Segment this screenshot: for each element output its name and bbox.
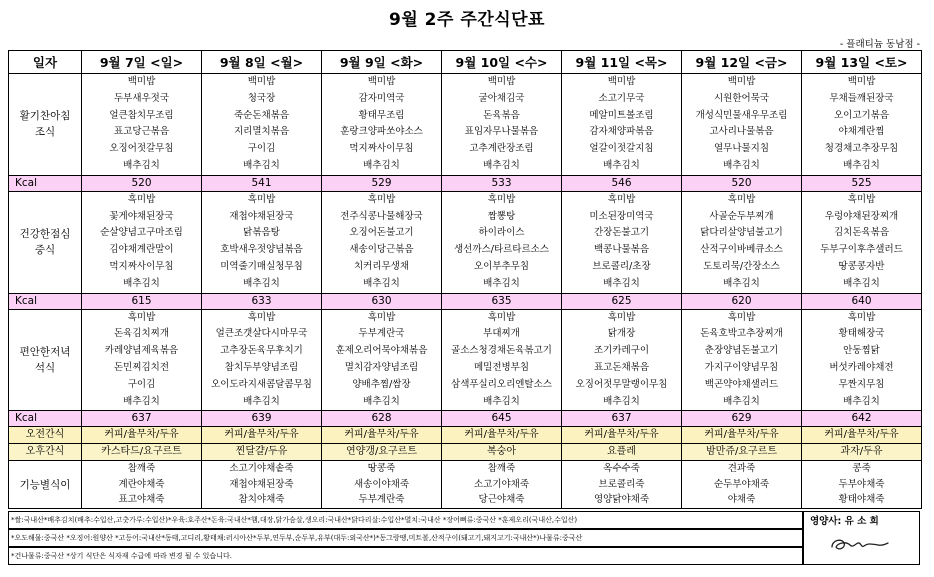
meal-label-line: 건강한점심 xyxy=(19,228,71,241)
menu-item: 구이김 xyxy=(247,143,276,155)
meal-label-line: 중식 xyxy=(34,244,56,257)
menu-item: 삼색푸실리오리엔탈소스 xyxy=(451,378,552,390)
menu-item: 미역줄기매실청무침 xyxy=(220,260,303,272)
porridge-cell xyxy=(442,461,562,509)
menu-item: 브로콜리/초장 xyxy=(592,260,651,272)
menu-cell xyxy=(682,191,802,293)
kcal-value: 546 xyxy=(562,175,682,191)
weekly-menu-table xyxy=(8,50,922,509)
kcal-value: 635 xyxy=(442,293,562,309)
menu-item: 배추김치 xyxy=(843,277,880,289)
menu-item: 야채계란찜 xyxy=(838,126,885,138)
menu-item: 가지구이양념무침 xyxy=(704,361,779,373)
kcal-value: 642 xyxy=(802,411,922,427)
header-row xyxy=(9,51,922,74)
kcal-value: 520 xyxy=(682,175,802,191)
kcal-value: 625 xyxy=(562,293,682,309)
store-name: - 플래티늄 동남점 - xyxy=(839,39,920,50)
menu-item: 표고당근볶음 xyxy=(113,126,170,138)
menu-cell xyxy=(442,74,562,176)
snack-value: 커피/율무차/두유 xyxy=(562,427,682,444)
menu-cell xyxy=(562,191,682,293)
menu-cell xyxy=(82,191,202,293)
porridge-cell xyxy=(322,461,442,509)
meal-label-line: 편안한저녁 xyxy=(19,345,71,358)
porridge-item: 계란야채죽 xyxy=(118,478,165,490)
menu-cell xyxy=(322,74,442,176)
menu-item: 지리멸치볶음 xyxy=(233,126,290,138)
menu-item: 흑미밥 xyxy=(247,311,276,323)
menu-item: 백미밥 xyxy=(727,76,756,87)
menu-item: 황태해장국 xyxy=(838,328,885,340)
menu-change-note: *건나물류:중국산 *상기 식단은 식자재 수급에 따라 변경 될 수 있습니다. xyxy=(8,547,803,565)
menu-item: 배추김치 xyxy=(603,395,640,407)
menu-item: 얼큰참치무조림 xyxy=(109,109,174,121)
menu-item: 배추김치 xyxy=(243,159,280,171)
menu-item: 순살양념고구마조림 xyxy=(100,227,183,239)
menu-item: 간장돈불고기 xyxy=(593,227,650,239)
menu-item: 고추장돈육무후치기 xyxy=(220,345,303,357)
menu-item: 흑미밥 xyxy=(247,193,276,205)
menu-item: 돈민찌김치전 xyxy=(113,361,170,373)
porridge-item: 순두부야채죽 xyxy=(713,478,770,490)
menu-item: 백미밥 xyxy=(127,76,156,87)
meal-label-line: 활기찬아침 xyxy=(19,110,71,123)
menu-item: 재첩야채된장국 xyxy=(229,210,294,222)
porridge-item: 황태야채죽 xyxy=(838,494,885,506)
porridge-cell xyxy=(682,461,802,509)
day-header: 9월 13일 <토> xyxy=(802,51,922,74)
menu-cell xyxy=(442,309,562,411)
kcal-row xyxy=(9,411,922,427)
menu-item: 죽순돈채볶음 xyxy=(233,109,290,121)
day-header: 9월 11일 <목> xyxy=(562,51,682,74)
menu-item: 흑미밥 xyxy=(847,311,876,323)
porridge-item: 땅콩죽 xyxy=(367,463,396,475)
menu-item: 흑미밥 xyxy=(607,193,636,205)
menu-item: 흑미밥 xyxy=(607,311,636,323)
snack-row xyxy=(9,427,922,444)
menu-item: 돈육김치찌개 xyxy=(113,328,170,340)
kcal-label: Kcal xyxy=(9,175,82,191)
kcal-value: 615 xyxy=(82,293,202,309)
snack-value: 커피/율무차/두유 xyxy=(682,427,802,444)
menu-item: 배추김치 xyxy=(363,159,400,171)
meal-label xyxy=(9,309,82,411)
menu-item: 땅콩콩자반 xyxy=(838,260,885,272)
menu-item: 시원한어묵국 xyxy=(713,92,770,104)
kcal-value: 525 xyxy=(802,175,922,191)
menu-cell xyxy=(682,74,802,176)
snack-value: 연양갱/요구르트 xyxy=(322,444,442,461)
kcal-label: Kcal xyxy=(9,293,82,309)
menu-item: 감자채양파볶음 xyxy=(589,126,654,138)
meal-row xyxy=(9,74,922,176)
meal-label xyxy=(9,191,82,293)
menu-item: 하이라이스 xyxy=(478,227,525,239)
menu-item: 배추김치 xyxy=(603,277,640,289)
kcal-value: 533 xyxy=(442,175,562,191)
menu-item: 배추김치 xyxy=(723,395,760,407)
kcal-value: 633 xyxy=(202,293,322,309)
porridge-item: 옥수수죽 xyxy=(603,463,640,475)
menu-cell xyxy=(202,191,322,293)
menu-item: 메알미트볼조림 xyxy=(589,109,654,121)
menu-item: 개성식민물새우무조림 xyxy=(695,109,788,121)
porridge-cell xyxy=(562,461,682,509)
menu-item: 배추김치 xyxy=(723,277,760,289)
menu-item: 먹지짜사이무침 xyxy=(349,143,414,155)
menu-item: 배추김치 xyxy=(603,159,640,171)
menu-item: 돈육호박고추장찌개 xyxy=(700,328,783,340)
menu-cell xyxy=(202,74,322,176)
nutritionist-name: 영양사: 유 소 희 xyxy=(810,516,879,527)
menu-item: 배추김치 xyxy=(723,159,760,171)
meal-label-line: 조식 xyxy=(34,126,56,139)
menu-item: 카레양념제육볶음 xyxy=(104,345,179,357)
menu-item: 흑미밥 xyxy=(367,311,396,323)
menu-item: 버섯카레야채전 xyxy=(829,361,894,373)
menu-item: 청경채고추장무침 xyxy=(824,143,899,155)
menu-item: 표임자무나물볶음 xyxy=(464,126,539,138)
porridge-cell xyxy=(202,461,322,509)
menu-item: 백곤약야채샐러드 xyxy=(704,378,779,390)
menu-item: 메밀전병부침 xyxy=(473,361,530,373)
meal-row xyxy=(9,309,922,411)
menu-item: 백미밥 xyxy=(607,76,636,87)
menu-item: 닭다리살양념불고기 xyxy=(700,227,783,239)
menu-item: 미소된장미역국 xyxy=(589,210,654,222)
porridge-item: 영양닭야채죽 xyxy=(593,494,650,506)
kcal-value: 529 xyxy=(322,175,442,191)
snack-value: 찐달걀/두유 xyxy=(202,444,322,461)
menu-item: 도토리묵/간장소스 xyxy=(703,260,780,272)
menu-item: 소고기무국 xyxy=(598,92,645,104)
menu-item: 무채들깨된장국 xyxy=(829,92,894,104)
kcal-value: 628 xyxy=(322,411,442,427)
day-header: 9월 9일 <화> xyxy=(322,51,442,74)
menu-item: 조기카레구이 xyxy=(593,345,650,357)
menu-item: 배추김치 xyxy=(123,159,160,171)
menu-item: 우렁야채된장찌개 xyxy=(824,210,899,222)
meal-label-line: 석식 xyxy=(34,361,56,374)
menu-item: 감자미역국 xyxy=(358,92,405,104)
menu-item: 표고돈채볶음 xyxy=(593,361,650,373)
menu-item: 두부구이후추샐러드 xyxy=(820,244,903,256)
menu-cell xyxy=(562,74,682,176)
menu-item: 꽃게야채된장국 xyxy=(109,210,174,222)
menu-item: 배추김치 xyxy=(243,277,280,289)
menu-cell xyxy=(202,309,322,411)
snack-value: 밤만쥬/요구르트 xyxy=(682,444,802,461)
snack-value: 커피/율무차/두유 xyxy=(202,427,322,444)
porridge-item: 콩죽 xyxy=(852,463,871,475)
porridge-item: 참치야채죽 xyxy=(238,494,285,506)
porridge-item: 새송이야채죽 xyxy=(353,478,410,490)
porridge-item: 두부야채죽 xyxy=(838,478,885,490)
porridge-item: 참깨죽 xyxy=(487,463,516,475)
porridge-item: 당근야채죽 xyxy=(478,494,525,506)
menu-item: 김야채계란말이 xyxy=(109,244,174,256)
menu-cell xyxy=(802,74,922,176)
menu-item: 얼큰조갯살다시마무국 xyxy=(215,328,308,340)
snack-row xyxy=(9,444,922,461)
menu-item: 배추김치 xyxy=(483,277,520,289)
menu-item: 고사리나물볶음 xyxy=(709,126,774,138)
kcal-value: 620 xyxy=(682,293,802,309)
menu-item: 참치두부양념조림 xyxy=(224,361,299,373)
menu-item: 생선까스/타르타르소스 xyxy=(454,244,549,256)
menu-item: 무짠지무침 xyxy=(838,378,885,390)
menu-item: 양배추찜/쌈장 xyxy=(352,378,411,390)
menu-item: 배추김치 xyxy=(843,395,880,407)
porridge-item: 소고기야채죽 xyxy=(473,478,530,490)
menu-item: 짬뽕탕 xyxy=(487,210,516,222)
menu-item: 배추김치 xyxy=(843,159,880,171)
menu-item: 굴아채김국 xyxy=(478,92,525,104)
menu-item: 청국장 xyxy=(247,92,276,104)
menu-item: 얼갈이젓갈지침 xyxy=(589,143,654,155)
kcal-value: 629 xyxy=(682,411,802,427)
menu-item: 배추김치 xyxy=(363,395,400,407)
kcal-value: 637 xyxy=(82,411,202,427)
page-title: 9월 2주 주간식단표 xyxy=(389,10,545,30)
menu-item: 배추김치 xyxy=(123,277,160,289)
kcal-value: 639 xyxy=(202,411,322,427)
menu-item: 부대찌개 xyxy=(483,328,520,340)
menu-item: 흑미밥 xyxy=(847,193,876,205)
menu-item: 닭개장 xyxy=(607,328,636,340)
kcal-value: 640 xyxy=(802,293,922,309)
menu-cell xyxy=(82,74,202,176)
menu-item: 산적구이바베큐소스 xyxy=(700,244,783,256)
menu-item: 춘장양념돈불고기 xyxy=(704,345,779,357)
menu-item: 오징어젓무말랭이무침 xyxy=(575,378,668,390)
menu-item: 배추김치 xyxy=(363,277,400,289)
menu-item: 백미밥 xyxy=(247,76,276,87)
menu-item: 치커리무생채 xyxy=(353,260,410,272)
menu-item: 흑미밥 xyxy=(367,193,396,205)
meal-row xyxy=(9,191,922,293)
snack-value: 커피/율무차/두유 xyxy=(442,427,562,444)
menu-item: 오이부추무침 xyxy=(473,260,530,272)
day-header: 9월 12일 <금> xyxy=(682,51,802,74)
menu-item: 사골순두부찌개 xyxy=(709,210,774,222)
menu-item: 백콩나물볶음 xyxy=(593,244,650,256)
menu-cell xyxy=(322,191,442,293)
porridge-item: 재첩야채된장죽 xyxy=(229,478,294,490)
porridge-cell xyxy=(82,461,202,509)
menu-item: 안동찜닭 xyxy=(843,345,880,357)
kcal-value: 541 xyxy=(202,175,322,191)
menu-item: 돈육볶음 xyxy=(483,109,520,121)
kcal-label: Kcal xyxy=(9,411,82,427)
menu-item: 흑미밥 xyxy=(727,193,756,205)
menu-item: 흑미밥 xyxy=(727,311,756,323)
porridge-item: 견과죽 xyxy=(727,463,756,475)
porridge-item: 표고야채죽 xyxy=(118,494,165,506)
snack-label: 오후간식 xyxy=(9,444,82,461)
menu-item: 백미밥 xyxy=(367,76,396,87)
origin-note: *쌀:국내산*배추김치(배추:수입산,고춧가루:수입산)*우육:호주산*돈육:국내산*햄,대장,닭가슴살,생오리:국내산*닭다리살:수입산*멸치:국내산 *장어뼈류:중국산 *훈제오리(국내산,수입산) xyxy=(8,511,803,529)
meal-label xyxy=(9,74,82,176)
menu-item: 배추김치 xyxy=(483,395,520,407)
menu-item: 훈제오리어묵야채볶음 xyxy=(335,345,428,357)
menu-item: 흑미밥 xyxy=(487,311,516,323)
menu-item: 호박새우젓양념볶음 xyxy=(220,244,303,256)
menu-item: 멸치감자양념조림 xyxy=(344,361,419,373)
functional-diet-label: 기능별식이 xyxy=(9,461,82,509)
menu-item: 열무나물지침 xyxy=(713,143,770,155)
menu-cell xyxy=(682,309,802,411)
menu-item: 새송이당근볶음 xyxy=(349,244,414,256)
menu-item: 백미밥 xyxy=(847,76,876,87)
menu-item: 오이고기볶음 xyxy=(833,109,890,121)
menu-item: 흑미밥 xyxy=(127,311,156,323)
menu-item: 두부계란국 xyxy=(358,328,405,340)
porridge-item: 브로콜리죽 xyxy=(598,478,645,490)
day-header: 9월 8일 <월> xyxy=(202,51,322,74)
porridge-item: 야채죽 xyxy=(727,494,756,506)
kcal-row xyxy=(9,175,922,191)
menu-item: 김치돈육볶음 xyxy=(833,227,890,239)
menu-item: 흑미밥 xyxy=(487,193,516,205)
menu-item: 오징어젓갈무침 xyxy=(109,143,174,155)
menu-item: 배추김치 xyxy=(483,159,520,171)
day-header: 9월 10일 <수> xyxy=(442,51,562,74)
origin-note: *오도해물:중국산 *오징어:원양산 *고등어:국내산*동태,고디리,황태채:러시아산*두부,연두부,순두부,유부(대두:외국산*)*동그랑땡,미트볼,산적구이(돼고기,돼지고기:국내산*)나물류:중국산 xyxy=(8,529,803,547)
snack-value: 복숭아 xyxy=(442,444,562,461)
day-header: 9월 7일 <일> xyxy=(82,51,202,74)
kcal-value: 637 xyxy=(562,411,682,427)
porridge-cell xyxy=(802,461,922,509)
menu-item: 황태무조림 xyxy=(358,109,405,121)
menu-item: 먹지짜사이무침 xyxy=(109,260,174,272)
porridge-item: 두부계란죽 xyxy=(358,494,405,506)
menu-item: 고추계란장조림 xyxy=(469,143,534,155)
date-header-label: 일자 xyxy=(9,51,82,74)
menu-item: 전주식콩나물해장국 xyxy=(340,210,423,222)
kcal-row xyxy=(9,293,922,309)
menu-item: 흑미밥 xyxy=(127,193,156,205)
menu-cell xyxy=(802,309,922,411)
menu-item: 배추김치 xyxy=(243,395,280,407)
kcal-value: 645 xyxy=(442,411,562,427)
snack-value: 과자/두유 xyxy=(802,444,922,461)
porridge-item: 소고기야채솥죽 xyxy=(229,463,294,475)
snack-value: 커피/율무차/두유 xyxy=(802,427,922,444)
menu-item: 두부새우젓국 xyxy=(113,92,170,104)
menu-cell xyxy=(562,309,682,411)
menu-item: 오징어돈불고기 xyxy=(349,227,414,239)
menu-item: 훈랑크양파쏘야소스 xyxy=(340,126,423,138)
kcal-value: 630 xyxy=(322,293,442,309)
menu-item: 오이도라지새콤달콤무침 xyxy=(211,378,312,390)
kcal-value: 520 xyxy=(82,175,202,191)
snack-label: 오전간식 xyxy=(9,427,82,444)
snack-value: 커피/율무차/두유 xyxy=(322,427,442,444)
menu-item: 구이김 xyxy=(127,378,156,390)
signature-image xyxy=(828,530,890,558)
snack-value: 카스타드/요구르트 xyxy=(82,444,202,461)
menu-item: 배추김치 xyxy=(123,395,160,407)
menu-cell xyxy=(82,309,202,411)
snack-value: 요플레 xyxy=(562,444,682,461)
menu-item: 백미밥 xyxy=(487,76,516,87)
functional-diet-row xyxy=(9,461,922,509)
menu-cell xyxy=(802,191,922,293)
menu-item: 골소스청경채돈육볶고기 xyxy=(451,345,552,357)
menu-cell xyxy=(322,309,442,411)
menu-item: 닭볶음탕 xyxy=(243,227,280,239)
menu-cell xyxy=(442,191,562,293)
snack-value: 커피/율무차/두유 xyxy=(82,427,202,444)
porridge-item: 참깨죽 xyxy=(127,463,156,475)
